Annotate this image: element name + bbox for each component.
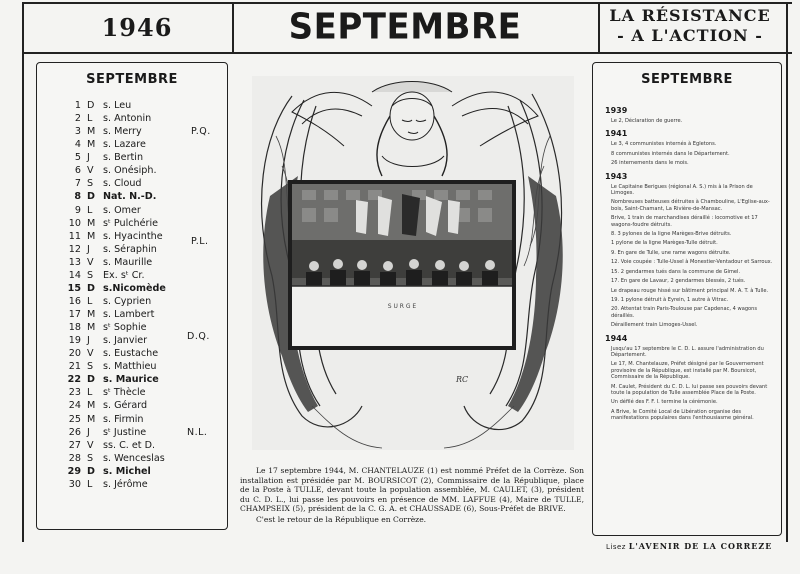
saint-name: s. Bertin — [103, 152, 144, 164]
banner-letters: S U R G E — [387, 303, 417, 310]
day-number: 14 — [68, 269, 81, 281]
right-edge-rule — [786, 2, 788, 542]
day-number: 7 — [74, 178, 81, 190]
saint-name: s. Lambert — [103, 309, 155, 320]
day-number: 29 — [67, 465, 81, 477]
day-of-week: D — [87, 100, 95, 111]
saint-name: s. Maurice — [103, 374, 159, 386]
day-of-week: D — [87, 374, 95, 386]
day-number: 25 — [68, 413, 81, 425]
illustration — [252, 76, 574, 450]
calendar-day-row — [59, 439, 229, 452]
day-of-week: L — [87, 204, 93, 216]
saint-name: s. Michel — [103, 465, 151, 477]
calendar-day-row — [59, 399, 229, 412]
calendar-day-row — [59, 386, 229, 399]
saint-name: s. Eustache — [103, 348, 159, 360]
day-number: 18 — [68, 322, 81, 334]
saint-name: s. Séraphin — [103, 243, 157, 255]
day-number: 16 — [68, 295, 81, 307]
header-month: SEPTEMBRE — [288, 6, 522, 48]
day-of-week: J — [87, 335, 90, 347]
timeline-event: 17. En gare de Lavaur, 2 gendarmes blessés, 2 tués. — [611, 278, 746, 285]
timeline-event: Le 3, 4 communistes internés à Egletons. — [611, 141, 717, 148]
day-number: 30 — [68, 478, 81, 490]
timeline-event: 8 communistes internés dans le Département. — [611, 150, 730, 157]
calendar-day-row — [59, 465, 229, 478]
saint-name: s. Cyprien — [103, 295, 152, 307]
moon-phase-pq: P.Q. — [191, 126, 211, 137]
saint-name: s. Wenceslas — [103, 452, 165, 464]
header-motto-line2: - A L'ACTION - — [617, 26, 763, 45]
day-number: 6 — [74, 165, 81, 177]
saint-name: s. Omer — [103, 204, 141, 216]
calendar-panel — [36, 62, 228, 530]
saint-name: s. Lazare — [103, 139, 146, 151]
day-number: 5 — [74, 152, 81, 164]
day-of-week: L — [87, 478, 93, 490]
timeline-event: 9. En gare de Tulle, une rame wagons détruite. — [611, 249, 731, 256]
timeline-year: 1939 — [605, 106, 628, 115]
timeline-event: Le 2, Déclaration de guerre. — [611, 118, 683, 124]
saint-name: sᵗ Justine — [103, 426, 147, 438]
header-year: 1946 — [101, 13, 173, 42]
day-number: 19 — [68, 335, 81, 347]
day-of-week: M — [87, 322, 96, 334]
calendar-day-row — [59, 217, 229, 230]
calendar-day-row — [59, 308, 229, 321]
day-of-week: J — [87, 243, 90, 255]
calendar-day-row — [59, 295, 229, 308]
timeline-event: 1 pylone de la ligne Marèges-Tulle détruit. — [611, 240, 718, 247]
calendar-day-row — [59, 360, 229, 373]
left-edge-rule — [22, 2, 24, 542]
day-number: 8 — [74, 191, 81, 203]
day-number: 27 — [68, 439, 81, 451]
moon-phase-dq: D.Q. — [187, 331, 210, 342]
day-of-week: D — [87, 282, 95, 294]
calendar-day-row — [59, 138, 229, 151]
day-number: 17 — [68, 309, 81, 320]
day-number: 4 — [74, 139, 81, 151]
day-of-week: J — [87, 426, 90, 438]
day-number: 9 — [74, 204, 81, 216]
saint-name: s. Merry — [103, 126, 142, 138]
saint-name: s. Jérôme — [103, 478, 148, 490]
history-timeline — [605, 101, 773, 422]
day-of-week: L — [87, 113, 93, 125]
day-number: 3 — [74, 126, 81, 138]
day-number: 1 — [74, 100, 81, 111]
calendar-day-row — [59, 347, 229, 360]
saint-name: sᵗ Thècle — [103, 387, 146, 399]
saint-name: Ex. sᵗ Cr. — [103, 269, 145, 281]
saint-name: s. Gérard — [103, 400, 148, 412]
calendar-day-row — [59, 177, 229, 190]
timeline-event: 12. Voie coupée : Tulle-Ussel à Monestier-Ventadour et Sarroux. — [611, 259, 773, 266]
timeline-year: 1941 — [605, 129, 628, 139]
day-of-week: V — [87, 439, 94, 451]
timeline-event: 20. Attentat train Paris-Toulouse par Capdenac, 4 wagons déraillés. — [611, 306, 758, 319]
day-number: 26 — [68, 426, 81, 438]
day-number: 28 — [68, 452, 81, 464]
timeline-event: Le drapeau rouge hissé sur bâtiment principal M. A. T. à Tulle. — [611, 287, 769, 294]
timeline-event: M. Caulet, Président du C. D. L. lui passe ses pouvoirs devant toute la population de Tulle assemblée Place de la Poste. — [611, 383, 768, 396]
day-number: 20 — [68, 348, 81, 360]
timeline-event: Nombreuses batteuses détruites à Chambouline, L'Eglise-aux-bois, Saint-Chamant, La Rivière-de-Mansac. — [611, 199, 770, 212]
calendar-day-row — [59, 99, 229, 112]
timeline-event: Jusqu'au 17 septembre le C. D. L. assure l'administration du Département. — [611, 345, 764, 358]
photo-caption: Le 17 septembre 1944, M. CHANTELAUZE (1) est nommé Préfet de la Corrèze. Son installation est présidée par M. BOURSICOT (2), Commissaire de la République, place de la Poste à TULLE, devant toute la population assemblée, M. CAULET, (3), président du C. D. L., lui passe les pouvoirs en présence de MM. LAFFUE (4), Maire de TULLE, CHAMPSEIX (5), président de la C. G. A. et CHAUSSADE (6), Sous-Préfet de BRIVE. — [240, 466, 584, 514]
day-number: 11 — [68, 230, 81, 242]
calendar-day-row — [59, 190, 229, 203]
footer-advert — [606, 541, 772, 551]
timeline-event: 8. 3 pylones de la ligne Marèges-Brive détruits. — [611, 231, 732, 238]
saint-name: s. Matthieu — [103, 361, 157, 373]
calendar-day-row — [59, 452, 229, 465]
photo-caption-closing: C'est le retour de la République en Corrèze. — [256, 515, 427, 524]
day-of-week: M — [87, 139, 96, 151]
day-number: 10 — [68, 217, 81, 229]
timeline-event: 26 internements dans le mois. — [611, 160, 689, 167]
day-number: 15 — [67, 282, 81, 294]
saint-name: s. Antonin — [103, 113, 152, 125]
day-of-week: S — [87, 452, 94, 464]
saint-name: s. Janvier — [103, 335, 148, 347]
day-number: 22 — [67, 374, 81, 386]
timeline-year: 1943 — [605, 171, 628, 181]
day-of-week: V — [87, 348, 94, 360]
timeline-event: 19. 1 pylone détruit à Eyrein, 1 autre à Vitrac. — [611, 296, 729, 303]
saint-name: s.Nicomède — [103, 282, 166, 294]
day-of-week: M — [87, 126, 96, 138]
saint-name: s. Hyacinthe — [103, 230, 163, 242]
day-of-week: D — [87, 465, 95, 477]
day-of-week: S — [87, 178, 94, 190]
day-of-week: L — [87, 295, 93, 307]
divider-rule-right — [598, 2, 600, 54]
calendar-day-row — [59, 256, 229, 269]
moon-phase-pl: P.L. — [191, 236, 209, 247]
saint-name: s. Onésiph. — [103, 165, 157, 177]
timeline-event: Un défilé des F. F. I. termine la cérémonie. — [611, 399, 718, 406]
day-of-week: D — [87, 191, 95, 203]
calendar-day-row — [59, 151, 229, 164]
day-of-week: M — [87, 413, 96, 425]
divider-rule-left — [232, 2, 234, 54]
timeline-event: Brive, 1 train de marchandises déraillé : locomotive et 17 wagons-foudre détruits. — [611, 215, 758, 228]
day-of-week: J — [87, 152, 90, 164]
day-number: 23 — [68, 387, 81, 399]
calendar-title: SEPTEMBRE — [86, 72, 178, 87]
marianne-figure — [292, 82, 538, 177]
calendar-day-row — [59, 204, 229, 217]
footer-prefix: Lisez — [606, 543, 626, 551]
saint-name: sᵗ Sophie — [103, 322, 147, 334]
timeline-event: Le Capitaine Berigues (régional A. S.) mis à la Prison de Limoges. — [611, 183, 753, 197]
day-of-week: S — [87, 269, 94, 281]
inset-photograph — [288, 180, 516, 350]
timeline-event: Le 17, M. Chantelauze, Préfet désigné par le Gouvernement provisoire de la République, est installé par M. Boursicot, Commissaire de la République. — [611, 361, 764, 381]
day-of-week: V — [87, 165, 94, 177]
calendar-day-row — [59, 413, 229, 426]
illustration-drawing — [252, 76, 574, 450]
day-of-week: S — [87, 361, 94, 373]
saint-name: s. Maurille — [103, 256, 153, 268]
day-number: 13 — [68, 256, 81, 268]
history-title: SEPTEMBRE — [641, 72, 733, 87]
header-rule — [22, 52, 792, 54]
timeline-event: A Brive, le Comité Local de Libération organise des manifestations populaires dans l'enthousiasme général. — [611, 408, 754, 422]
saint-name: sᵗ Pulchérie — [103, 217, 159, 229]
calendar-day-row — [59, 269, 229, 282]
day-of-week: L — [87, 387, 93, 399]
day-number: 21 — [68, 361, 81, 373]
history-panel — [592, 62, 782, 536]
artist-signature: RC — [456, 375, 469, 384]
timeline-event: Déraillement train Limoges-Ussel. — [611, 322, 698, 329]
day-of-week: M — [87, 309, 96, 320]
header-motto-line1: LA RÉSISTANCE — [609, 6, 771, 25]
timeline-event: 15. 2 gendarmes tués dans la commune de Gimel. — [611, 268, 741, 275]
saint-name: s. Leu — [103, 100, 132, 111]
day-number: 12 — [68, 243, 81, 255]
day-number: 24 — [68, 400, 81, 412]
day-of-week: V — [87, 256, 94, 268]
calendar-day-row — [59, 282, 229, 295]
saint-name: s. Cloud — [103, 178, 142, 190]
calendar-day-row — [59, 478, 229, 491]
day-of-week: M — [87, 230, 96, 242]
day-number: 2 — [74, 113, 81, 125]
calendar-day-row — [59, 164, 229, 177]
saint-name: s. Firmin — [103, 413, 144, 425]
day-of-week: M — [87, 217, 96, 229]
timeline-year: 1944 — [605, 333, 628, 343]
moon-phase-nl: N.L. — [187, 427, 208, 438]
calendar-day-row — [59, 112, 229, 125]
header-motto — [604, 6, 776, 46]
saint-name: ss. C. et D. — [103, 439, 156, 451]
saint-name: Nat. N.-D. — [103, 191, 157, 203]
footer-newspaper: L'AVENIR DE LA CORREZE — [628, 541, 773, 551]
day-of-week: M — [87, 400, 96, 412]
calendar-day-row — [59, 373, 229, 386]
